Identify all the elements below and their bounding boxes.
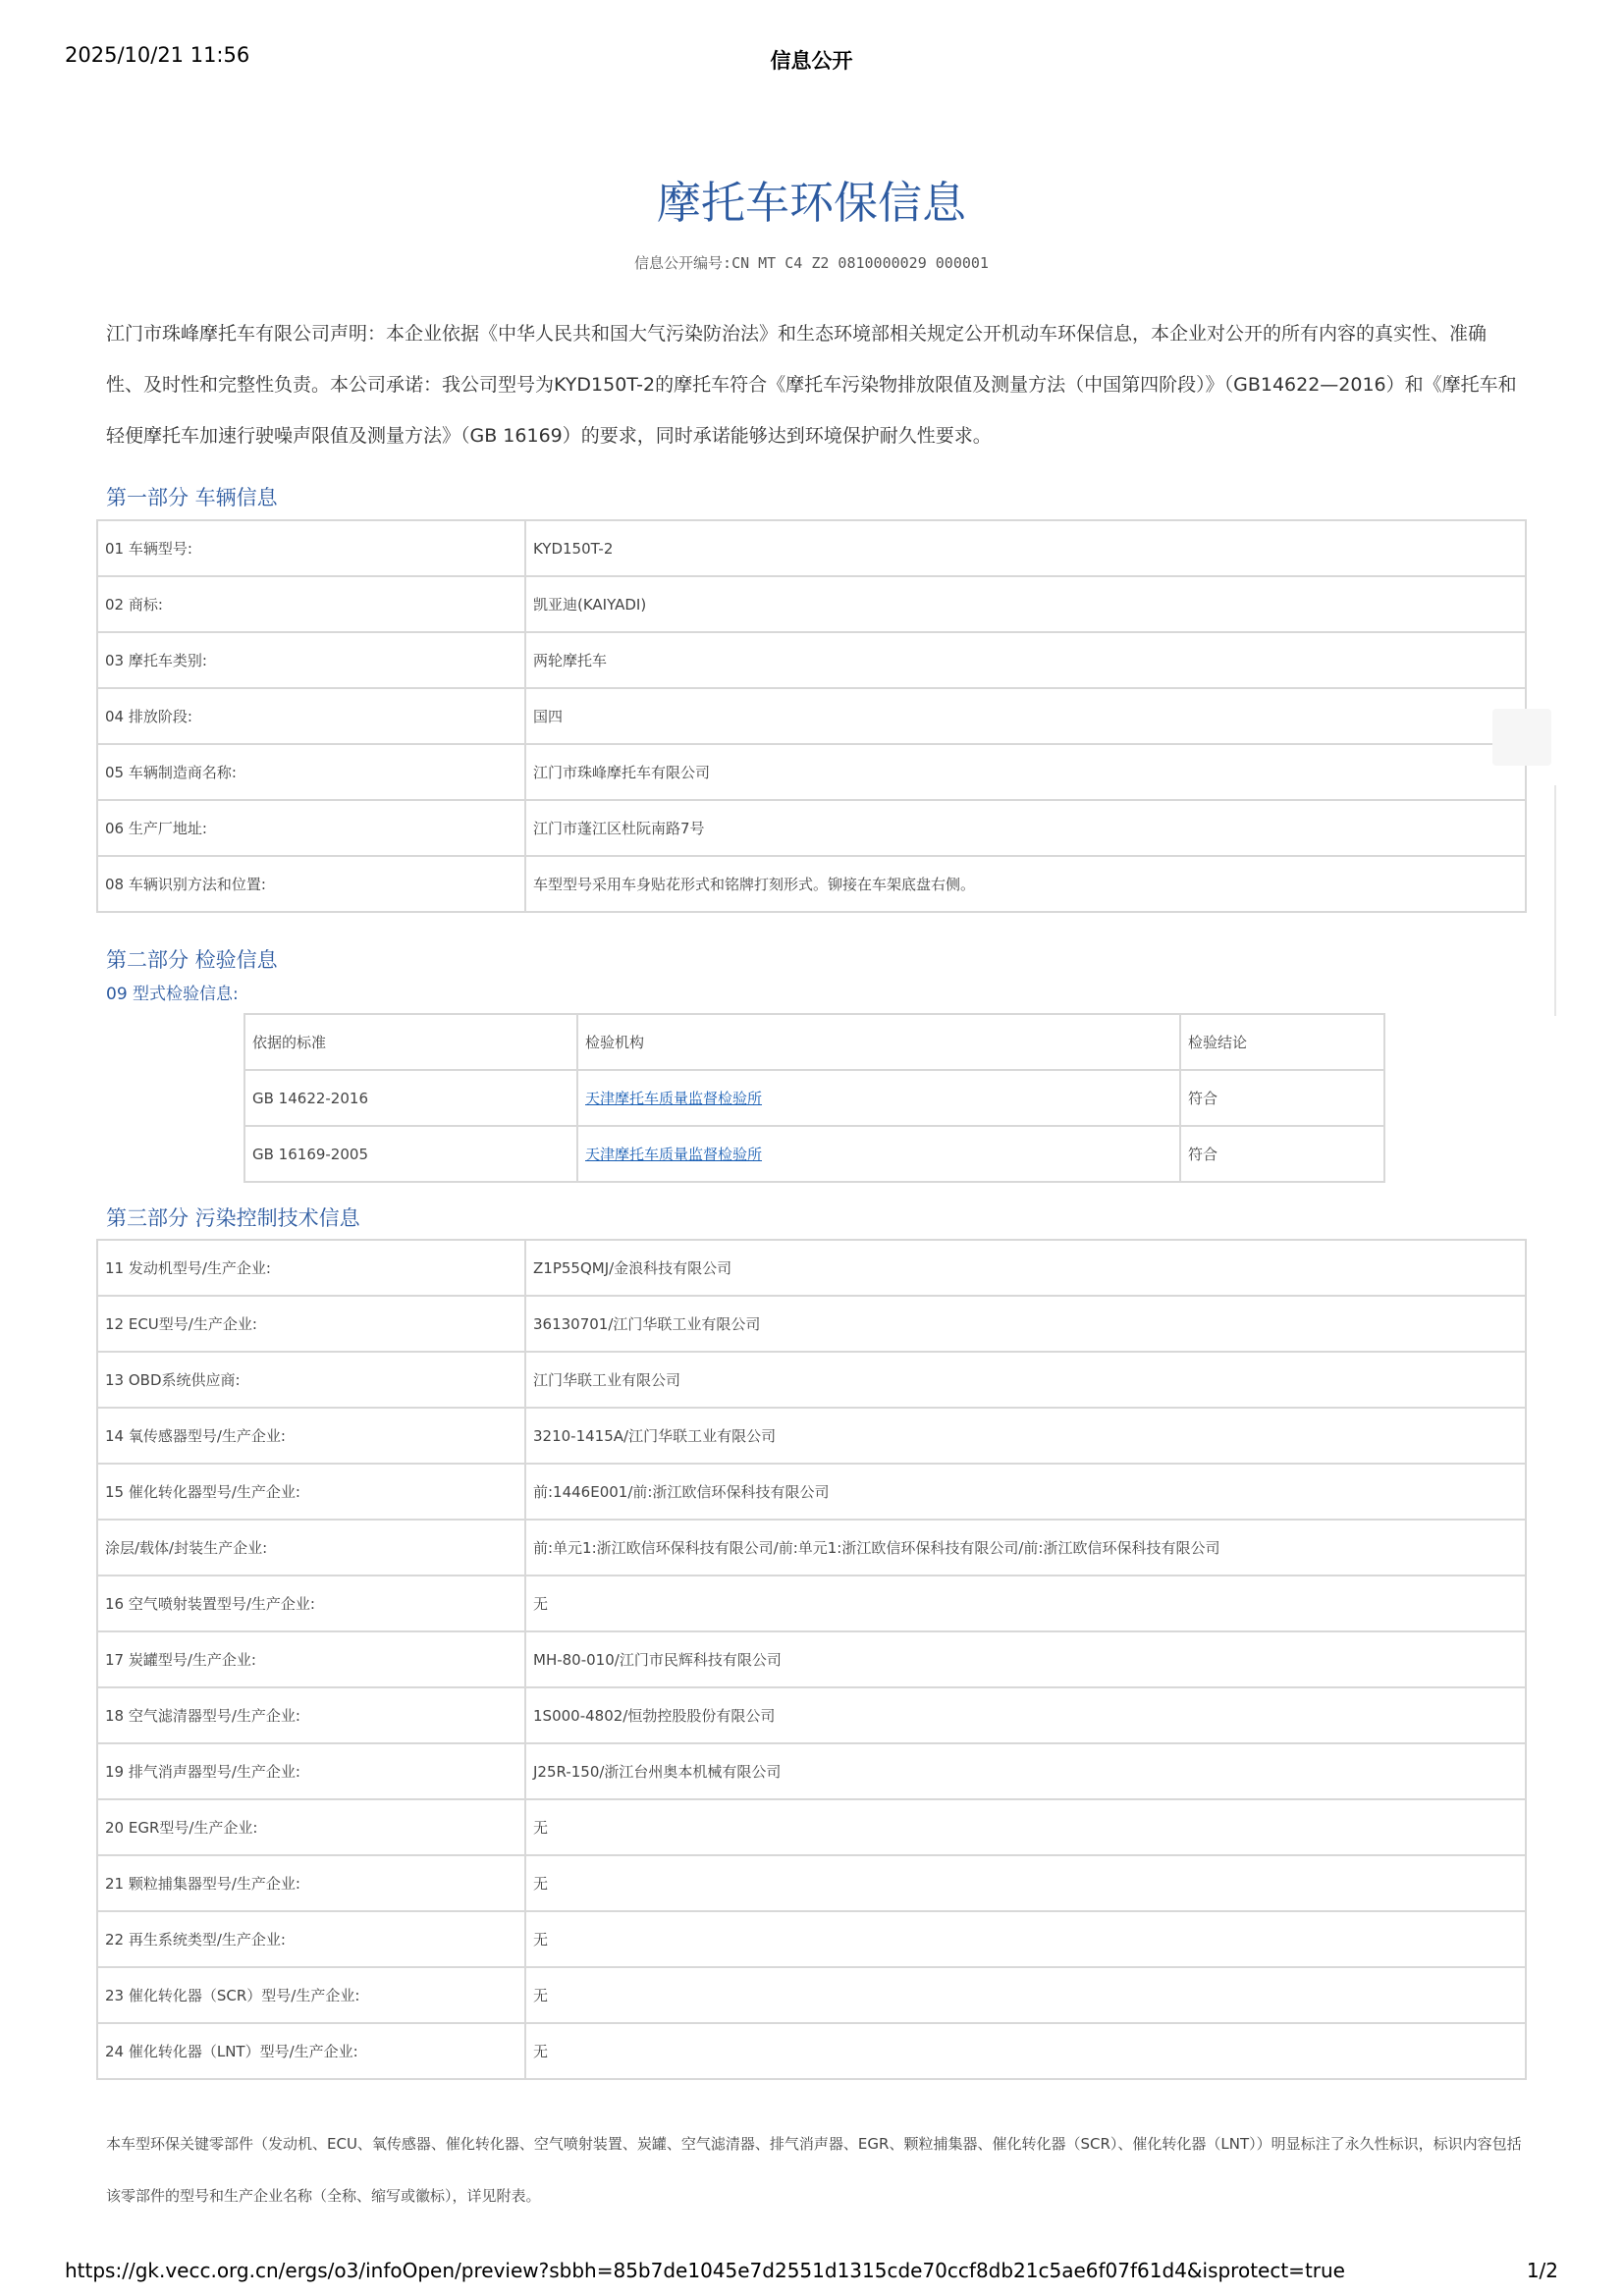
field-label: 02 商标: xyxy=(97,576,525,632)
field-label: 14 氧传感器型号/生产企业: xyxy=(97,1408,525,1464)
field-value: 凯亚迪(KAIYADI) xyxy=(525,576,1526,632)
table-row xyxy=(97,1520,1526,1575)
table-row xyxy=(244,1126,1384,1182)
field-label: 04 排放阶段: xyxy=(97,688,525,744)
declaration-text: 江门市珠峰摩托车有限公司声明：本企业依据《中华人民共和国大气污染防治法》和生态环境部相关规定公开机动车环保信息，本企业对公开的所有内容的真实性、准确性、及时性和完整性负责。本公司承诺：我公司型号为KYD150T-2的摩托车符合《摩托车污染物排放限值及测量方法（中国第四阶段）》（GB14622—2016）和《摩托车和轻便摩托车加速行驶噪声限值及测量方法》（GB 16169）的要求，同时承诺能够达到环境保护耐久性要求。 xyxy=(106,323,1517,447)
field-value: 江门华联工业有限公司 xyxy=(525,1352,1526,1408)
table-row xyxy=(244,1070,1384,1126)
field-value: 两轮摩托车 xyxy=(525,632,1526,688)
field-value: MH-80-010/江门市民辉科技有限公司 xyxy=(525,1631,1526,1687)
field-label: 24 催化转化器（LNT）型号/生产企业: xyxy=(97,2023,525,2079)
org-cell xyxy=(577,1070,1180,1126)
field-label: 08 车辆识别方法和位置: xyxy=(97,856,525,912)
table-row xyxy=(97,688,1526,744)
org-link[interactable]: 天津摩托车质量监督检验所 xyxy=(585,1090,763,1107)
table-row xyxy=(97,1408,1526,1464)
pollution-control-table xyxy=(96,1239,1527,2080)
vehicle-info-table xyxy=(96,519,1527,913)
field-label: 01 车辆型号: xyxy=(97,520,525,576)
table-row xyxy=(97,1631,1526,1687)
section3-title: 第三部分 污染控制技术信息 xyxy=(106,1206,360,1230)
table-row xyxy=(97,800,1526,856)
result-cell: 符合 xyxy=(1180,1070,1384,1126)
section1-title: 第一部分 车辆信息 xyxy=(106,486,278,509)
table-row xyxy=(97,1352,1526,1408)
side-tab xyxy=(1492,709,1551,766)
org-link[interactable]: 天津摩托车质量监督检验所 xyxy=(585,1146,763,1163)
table-row xyxy=(97,1743,1526,1799)
field-label: 22 再生系统类型/生产企业: xyxy=(97,1911,525,1967)
table-row xyxy=(97,1799,1526,1855)
field-value: 3210-1415A/江门华联工业有限公司 xyxy=(525,1408,1526,1464)
header-org: 检验机构 xyxy=(577,1014,1180,1070)
field-value: 1S000-4802/恒勃控股股份有限公司 xyxy=(525,1687,1526,1743)
table-row xyxy=(97,856,1526,912)
table-row xyxy=(97,632,1526,688)
table-row xyxy=(97,1575,1526,1631)
field-value: 无 xyxy=(525,1967,1526,2023)
table-row xyxy=(97,576,1526,632)
field-label: 11 发动机型号/生产企业: xyxy=(97,1240,525,1296)
inspection-header-row xyxy=(244,1014,1384,1070)
field-label: 15 催化转化器型号/生产企业: xyxy=(97,1464,525,1520)
table-row xyxy=(97,1967,1526,2023)
header-result: 检验结论 xyxy=(1180,1014,1384,1070)
table-row xyxy=(97,1464,1526,1520)
field-label: 06 生产厂地址: xyxy=(97,800,525,856)
type-test-subtitle: 09 型式检验信息: xyxy=(106,985,239,1004)
field-value: 前:单元1:浙江欧信环保科技有限公司/前:单元1:浙江欧信环保科技有限公司/前:浙江欧信环保科技有限公司 xyxy=(525,1520,1526,1575)
header-standard: 依据的标准 xyxy=(244,1014,577,1070)
table-row xyxy=(97,1687,1526,1743)
field-value: 36130701/江门华联工业有限公司 xyxy=(525,1296,1526,1352)
table-row xyxy=(97,1911,1526,1967)
field-value: 国四 xyxy=(525,688,1526,744)
info-number: 信息公开编号:CN MT C4 Z2 0810000029 000001 xyxy=(634,254,989,272)
component-marking-note: 本车型环保关键零部件（发动机、ECU、氧传感器、催化转化器、空气喷射装置、炭罐、空气滤清器、排气消声器、EGR、颗粒捕集器、催化转化器（SCR）、催化转化器（LNT））明显标注了永久性标识，标识内容包括该零部件的型号和生产企业名称（全称、缩写或徽标），详见附表。 xyxy=(106,2135,1522,2205)
field-label: 17 炭罐型号/生产企业: xyxy=(97,1631,525,1687)
org-cell xyxy=(577,1126,1180,1182)
field-value: 无 xyxy=(525,1855,1526,1911)
table-row xyxy=(97,744,1526,800)
field-value: 无 xyxy=(525,2023,1526,2079)
page-number: 1/2 xyxy=(1526,2259,1558,2282)
field-label: 涂层/载体/封装生产企业: xyxy=(97,1520,525,1575)
field-label: 13 OBD系统供应商: xyxy=(97,1352,525,1408)
print-timestamp: 2025/10/21 11:56 xyxy=(65,43,250,67)
field-value: 前:1446E001/前:浙江欧信环保科技有限公司 xyxy=(525,1464,1526,1520)
field-label: 05 车辆制造商名称: xyxy=(97,744,525,800)
field-label: 21 颗粒捕集器型号/生产企业: xyxy=(97,1855,525,1911)
standard-cell: GB 16169-2005 xyxy=(244,1126,577,1182)
field-value: 无 xyxy=(525,1911,1526,1967)
table-row xyxy=(97,1240,1526,1296)
field-value: 无 xyxy=(525,1799,1526,1855)
table-row xyxy=(97,1855,1526,1911)
page-url: https://gk.vecc.org.cn/ergs/o3/infoOpen/preview?sbbh=85b7de1045e7d2551d1315cde70ccf8db21c5ae6f07f61d4&isprotect=true xyxy=(65,2259,1345,2282)
field-label: 20 EGR型号/生产企业: xyxy=(97,1799,525,1855)
field-label: 16 空气喷射装置型号/生产企业: xyxy=(97,1575,525,1631)
section2-title: 第二部分 检验信息 xyxy=(106,948,278,972)
field-label: 19 排气消声器型号/生产企业: xyxy=(97,1743,525,1799)
result-cell: 符合 xyxy=(1180,1126,1384,1182)
field-value: 江门市珠峰摩托车有限公司 xyxy=(525,744,1526,800)
table-row xyxy=(97,1296,1526,1352)
table-row xyxy=(97,2023,1526,2079)
field-label: 03 摩托车类别: xyxy=(97,632,525,688)
scroll-indicator xyxy=(1554,785,1556,1016)
inspection-table xyxy=(243,1013,1385,1183)
field-value: KYD150T-2 xyxy=(525,520,1526,576)
print-header-title: 信息公开 xyxy=(770,49,853,73)
field-label: 18 空气滤清器型号/生产企业: xyxy=(97,1687,525,1743)
field-label: 12 ECU型号/生产企业: xyxy=(97,1296,525,1352)
field-label: 23 催化转化器（SCR）型号/生产企业: xyxy=(97,1967,525,2023)
field-value: 无 xyxy=(525,1575,1526,1631)
table-row xyxy=(97,520,1526,576)
field-value: 江门市蓬江区杜阮南路7号 xyxy=(525,800,1526,856)
field-value: J25R-150/浙江台州奥本机械有限公司 xyxy=(525,1743,1526,1799)
standard-cell: GB 14622-2016 xyxy=(244,1070,577,1126)
field-value: Z1P55QMJ/金浪科技有限公司 xyxy=(525,1240,1526,1296)
page-title: 摩托车环保信息 xyxy=(656,177,966,229)
field-value: 车型型号采用车身贴花形式和铭牌打刻形式。铆接在车架底盘右侧。 xyxy=(525,856,1526,912)
